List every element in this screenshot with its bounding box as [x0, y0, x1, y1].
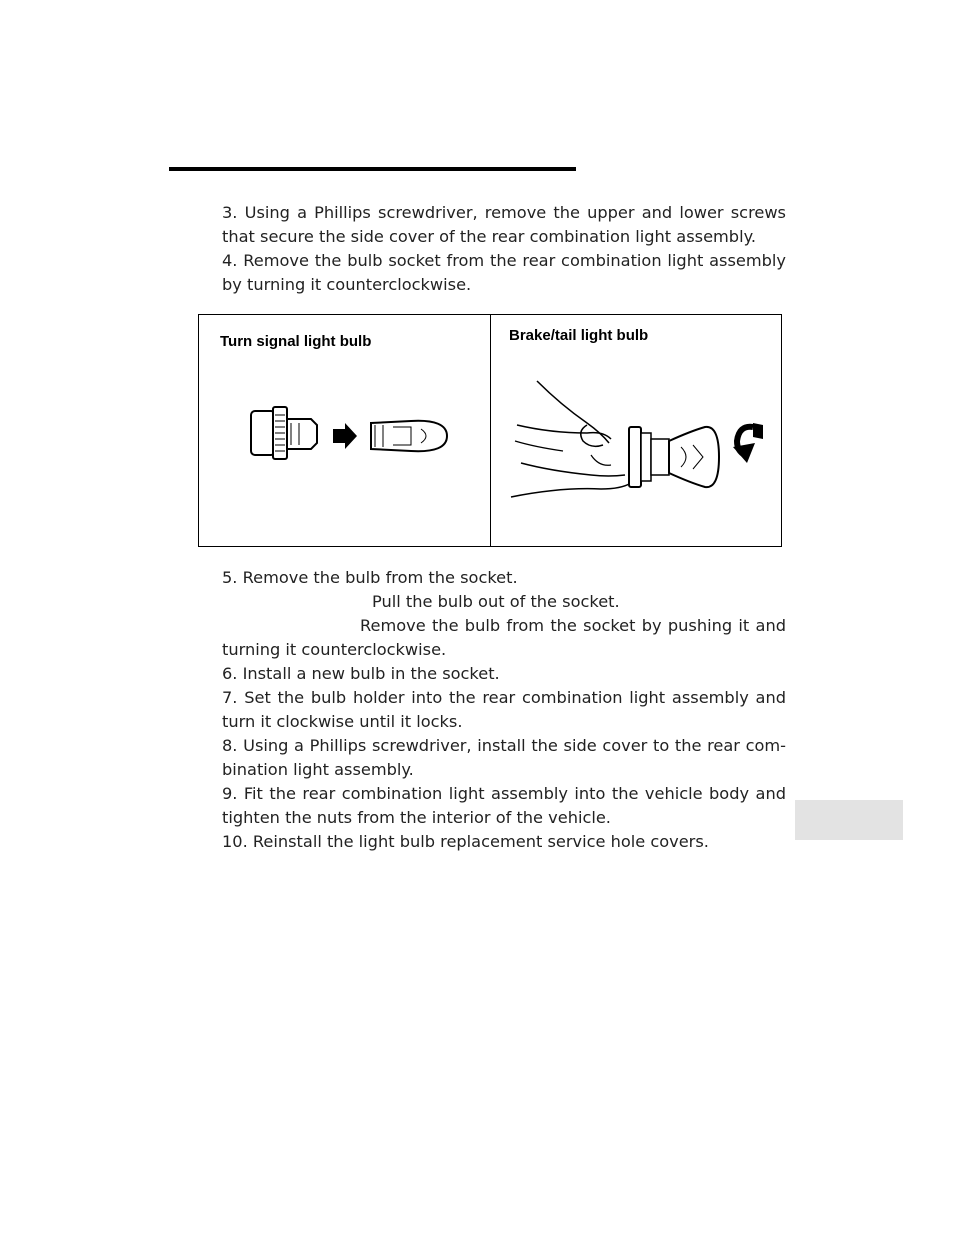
- turn-signal-panel: [199, 315, 491, 546]
- turn-signal-bulb-drawing: [199, 315, 491, 548]
- step-3: 3. Using a Phillips screwdriver, remove the upper and lower screws that secure the side cover of the rear combination light assembly.: [222, 203, 786, 246]
- section-thumb-tab: [795, 800, 903, 840]
- steps-bottom: [222, 566, 786, 854]
- step-9: 9. Fit the rear combination light assembly into the vehicle body and tighten the nuts from the interior of the vehicle.: [222, 784, 786, 827]
- step-5-brake-tail: Remove the bulb from the socket by pushing it and turning it counterclockwise.: [222, 616, 786, 659]
- turn-signal-label: Turn signal light bulb: [220, 333, 372, 350]
- step-5-turn-signal: Pull the bulb out of the socket.: [372, 592, 620, 611]
- step-8: 8. Using a Phillips screwdriver, install the side cover to the rear com-bination light assembly.: [222, 736, 786, 779]
- section-rule: [169, 167, 576, 171]
- brake-tail-label: Brake/tail light bulb: [509, 327, 649, 344]
- step-10: 10. Reinstall the light bulb replacement service hole covers.: [222, 832, 709, 851]
- step-6: 6. Install a new bulb in the socket.: [222, 664, 500, 683]
- steps-top: [222, 201, 786, 297]
- brake-tail-panel: [491, 315, 781, 546]
- brake-tail-bulb-drawing: [491, 315, 781, 548]
- step-4: 4. Remove the bulb socket from the rear combination light assembly by turning it counterclockwise.: [222, 251, 786, 294]
- bulb-figure: [198, 314, 782, 547]
- step-7: 7. Set the bulb holder into the rear combination light assembly and turn it clockwise until it locks.: [222, 688, 786, 731]
- step-5: 5. Remove the bulb from the socket.: [222, 568, 518, 587]
